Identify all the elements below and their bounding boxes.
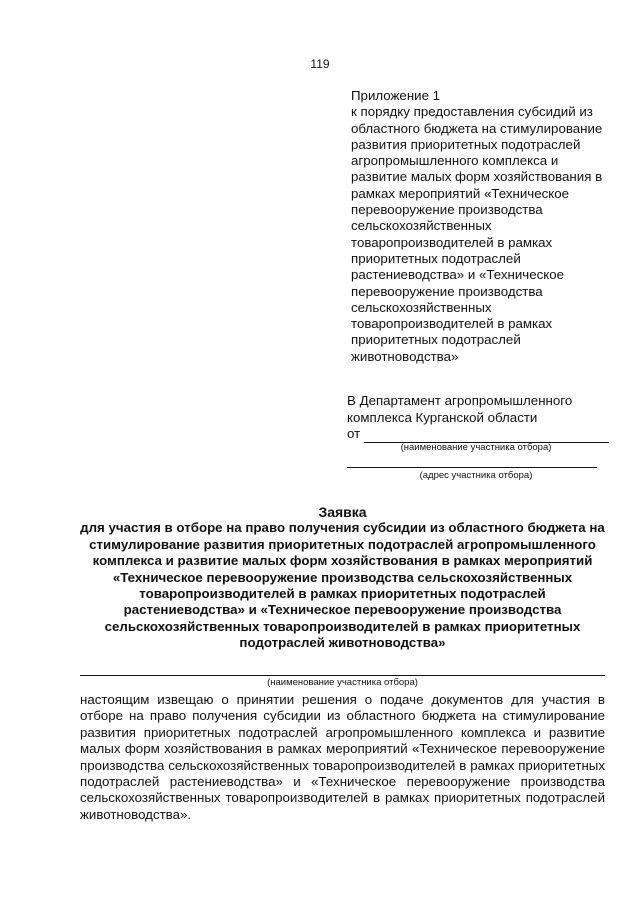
address-fill-line [347,467,597,468]
application-heading [80,504,605,652]
addressee-line-1: В Департамент агропромышленного [347,393,573,408]
appendix-text: к порядку предоставления субсидий из областного бюджета на стимулирование развития приоритетных подотраслей агропромышленного комплекса и развитие малых форм хозяйствования в рамках мероприятий «Техническое перевооружение производства сельскохозяйственных товаропроизводителей в рамках приоритетных подотраслей растениеводства» и «Техническое перевооружение производства сельскохозяйственных товаропроизводителей в рамках приоритетных подотраслей животноводства» [351,104,603,364]
application-title: Заявка [318,504,367,520]
application-participant-caption: (наименование участника отбора) [267,677,418,688]
appendix-block [351,88,613,365]
page-number: 119 [310,57,330,71]
addressee-line-2: комплекса Курганской области [347,409,538,425]
participant-fill-line [80,675,605,676]
participant-address-caption: (адрес участника отбора) [419,470,533,481]
appendix-title: Приложение 1 [351,88,441,103]
from-fill-line [364,429,609,443]
addressee-block [347,393,609,443]
participant-name-caption: (наименование участника отбора) [400,442,552,453]
application-body: настоящим извещаю о принятии решения о подаче документов для участия в отборе на право получения субсидии из областного бюджета на стимулирование развития приоритетных подотраслей агропромышленного комплекса и развитие малых форм хозяйствования в рамках мероприятий «Техническое перевооружение производства сельскохозяйственных товаропроизводителей в рамках приоритетных подотраслей растениеводства» и «Техническое перевооружение производства сельскохозяйственных товаропроизводителей в рамках приоритетных подотраслей животноводства». [80,692,605,822]
application-subtitle: для участия в отборе на право получения субсидии из областного бюджета на стимулирование развития приоритетных подотраслей агропромышленного комплекса и развитие малых форм хозяйствования в рамках мероприятий «Техническое перевооружение производства сельскохозяйственных товаропроизводителей в рамках приоритетных подотраслей растениеводства» и «Техническое перевооружение производства сельскохозяйственных товаропроизводителей в рамках приоритетных подотраслей животноводства» [80,520,605,651]
from-label: от [347,426,361,441]
from-row [347,426,609,443]
